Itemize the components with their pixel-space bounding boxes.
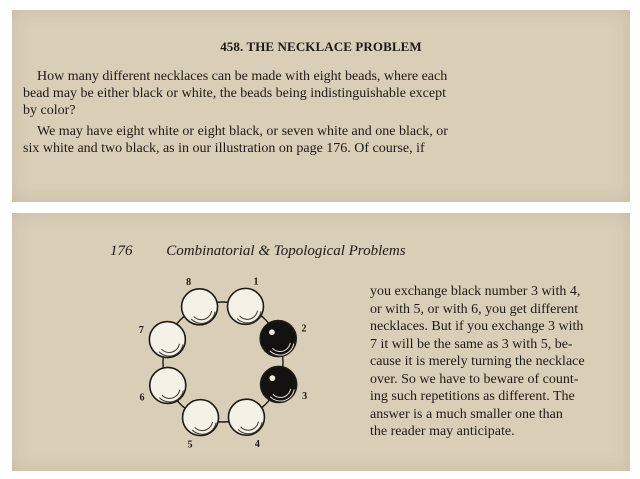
- bead-label-2: 2: [301, 323, 307, 335]
- bead-label-4: 4: [254, 439, 260, 451]
- bead-4: [228, 399, 264, 436]
- top-page-excerpt: [12, 10, 630, 202]
- problem-title: 458. THE NECKLACE PROBLEM: [220, 39, 422, 54]
- solution-continuation: [370, 283, 622, 441]
- page-number: 176: [110, 243, 133, 259]
- text-line: ing such repetitions as different. The: [370, 389, 575, 404]
- bead-7: [149, 322, 185, 359]
- bead-label-3: 3: [302, 390, 308, 402]
- bead-2: [260, 321, 296, 358]
- necklace-string: [163, 302, 283, 422]
- text-line: over. So we have to beware of count-: [370, 371, 579, 387]
- text-line: the reader may anticipate.: [370, 424, 515, 439]
- text-line: 7 it will be the same as 3 with 5, be-: [370, 336, 573, 352]
- bead-label-1: 1: [253, 276, 259, 288]
- page-header: [110, 243, 406, 260]
- bead-label-6: 6: [139, 392, 145, 404]
- text-line: or with 5, or with 6, you get different: [370, 301, 579, 317]
- text-line: you exchange black number 3 with 4,: [370, 284, 581, 299]
- text-line: cause it is merely turning the necklace: [370, 354, 585, 369]
- bottom-page-excerpt: [12, 213, 630, 471]
- bead-label-7: 7: [138, 325, 144, 337]
- bead-1: [227, 288, 263, 325]
- text-line: six white and two black, as in our illustration on page 176. Of course, if: [23, 141, 425, 156]
- bead-label-8: 8: [186, 276, 192, 288]
- bead-8: [182, 289, 218, 326]
- text-line: We may have eight white or eight black, or seven white and one black, or: [37, 124, 448, 139]
- text-line: necklaces. But if you exchange 3 with: [370, 319, 584, 334]
- bead-5: [183, 400, 219, 437]
- necklace-illustration: [138, 276, 345, 457]
- solution-paragraph: [23, 123, 543, 157]
- bead-6: [150, 367, 186, 404]
- text-line: bead may be either black or white, the beads being indistinguishable except: [23, 86, 446, 101]
- running-title: Combinatorial & Topological Problems: [166, 243, 406, 259]
- bead-3: [261, 366, 297, 403]
- problem-question-paragraph: [23, 68, 543, 119]
- text-line: by color?: [23, 103, 76, 118]
- text-line: answer is a much smaller one than: [370, 406, 563, 422]
- text-line: How many different necklaces can be made with eight beads, where each: [37, 69, 448, 84]
- bead-label-5: 5: [187, 439, 193, 451]
